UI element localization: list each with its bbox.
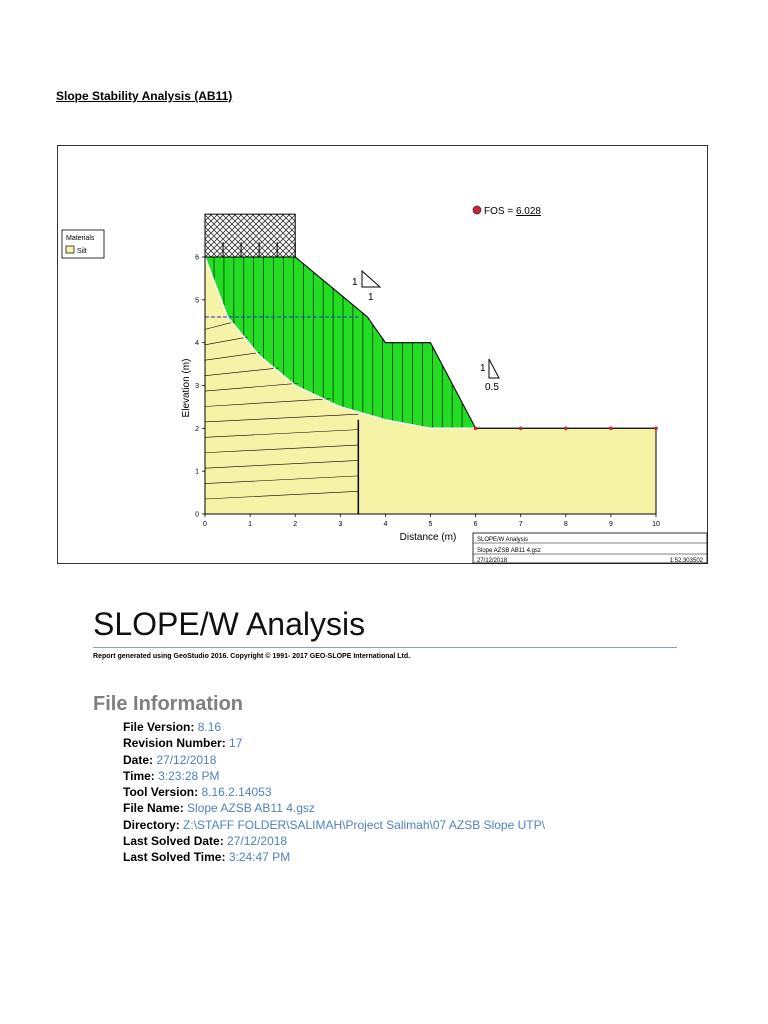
ratio1-run: 1 <box>368 292 374 303</box>
fos-annotation <box>473 206 541 217</box>
svg-text:FOS = 6.028 <box>484 206 541 217</box>
x-axis-label: Distance (m) <box>399 532 457 543</box>
x-tick-label: 2 <box>293 521 298 528</box>
materials-legend <box>62 230 104 258</box>
y-tick-label: 6 <box>195 254 199 262</box>
x-tick-label: 4 <box>383 521 388 528</box>
info-row: Last Solved Date: 27/12/2018 <box>123 834 288 849</box>
info-row: Time: 3:23:28 PM <box>123 768 220 783</box>
section-title-file-information: File Information <box>93 693 243 715</box>
x-tick-label: 9 <box>608 521 613 528</box>
slip-point <box>474 427 478 431</box>
x-tick-label: 1 <box>248 521 253 528</box>
x-tick-label: 10 <box>652 521 660 528</box>
surcharge-load <box>205 214 295 257</box>
legend-swatch-silt <box>66 246 74 253</box>
ratio2-run: 0.5 <box>485 382 499 393</box>
info-row: File Name: Slope AZSB AB11 4.gsz <box>123 801 315 816</box>
ratio1-rise: 1 <box>352 277 358 288</box>
x-tick-label: 8 <box>563 521 568 528</box>
x-tick-label: 7 <box>518 521 523 528</box>
info-row: Last Solved Time: 3:24:47 PM <box>123 850 291 865</box>
x-tick-label: 3 <box>338 521 343 528</box>
info-row: File Version: 8.16 <box>123 720 222 734</box>
info-row: Date: 27/12/2018 <box>123 752 217 767</box>
copyright-line: Report generated using GeoStudio 2016. Copyright © 1991- 2017 GEO-SLOPE International Ltd. <box>93 653 411 660</box>
info-row: Tool Version: 8.16.2.14053 <box>123 785 272 800</box>
info-row: Revision Number: 17 <box>123 736 243 751</box>
y-tick-label: 0 <box>195 511 199 519</box>
document-heading: Slope Stability Analysis (AB11) <box>56 89 233 103</box>
y-ticks <box>195 255 205 519</box>
info-box-title: SLOPE/W Analysis <box>477 537 529 543</box>
slip-point <box>609 427 613 431</box>
info-box <box>473 533 707 564</box>
info-box-scale: 1:52.303502 <box>669 558 703 564</box>
file-information-list <box>123 719 545 866</box>
ratio2-rise: 1 <box>480 363 486 374</box>
x-tick-label: 6 <box>473 521 478 528</box>
slip-point <box>654 427 658 431</box>
fos-marker-icon <box>473 206 481 214</box>
info-box-date: 27/12/2018 <box>477 558 508 564</box>
fos-label: FOS = <box>484 206 516 217</box>
title-rule <box>93 647 677 648</box>
slope-figure <box>57 145 708 564</box>
slope-ratio-2 <box>480 359 499 393</box>
y-tick-label: 4 <box>195 340 199 348</box>
slip-point <box>519 427 523 431</box>
legend-item-silt: Silt <box>77 248 87 255</box>
y-tick-label: 3 <box>195 383 199 390</box>
fos-value: 6.028 <box>515 206 541 217</box>
x-ticks <box>203 514 660 528</box>
slip-point <box>564 427 568 431</box>
slope-ratio-1 <box>352 271 380 303</box>
info-box-file: Slope AZSB AB11 4.gsz <box>477 548 541 554</box>
info-row: Directory: Z:\STAFF FOLDER\SALIMAH\Project Salimah\07 AZSB Slope UTP\ <box>123 817 545 832</box>
x-tick-label: 0 <box>203 521 207 528</box>
y-axis-label: Elevation (m) <box>181 358 192 418</box>
y-tick-label: 1 <box>195 468 199 476</box>
y-tick-label: 5 <box>195 297 199 305</box>
x-tick-label: 5 <box>428 521 433 528</box>
slope-section-svg <box>58 146 709 565</box>
report-title: SLOPE/W Analysis <box>93 606 366 642</box>
y-tick-label: 2 <box>195 425 199 433</box>
legend-title: Materials <box>66 235 95 242</box>
